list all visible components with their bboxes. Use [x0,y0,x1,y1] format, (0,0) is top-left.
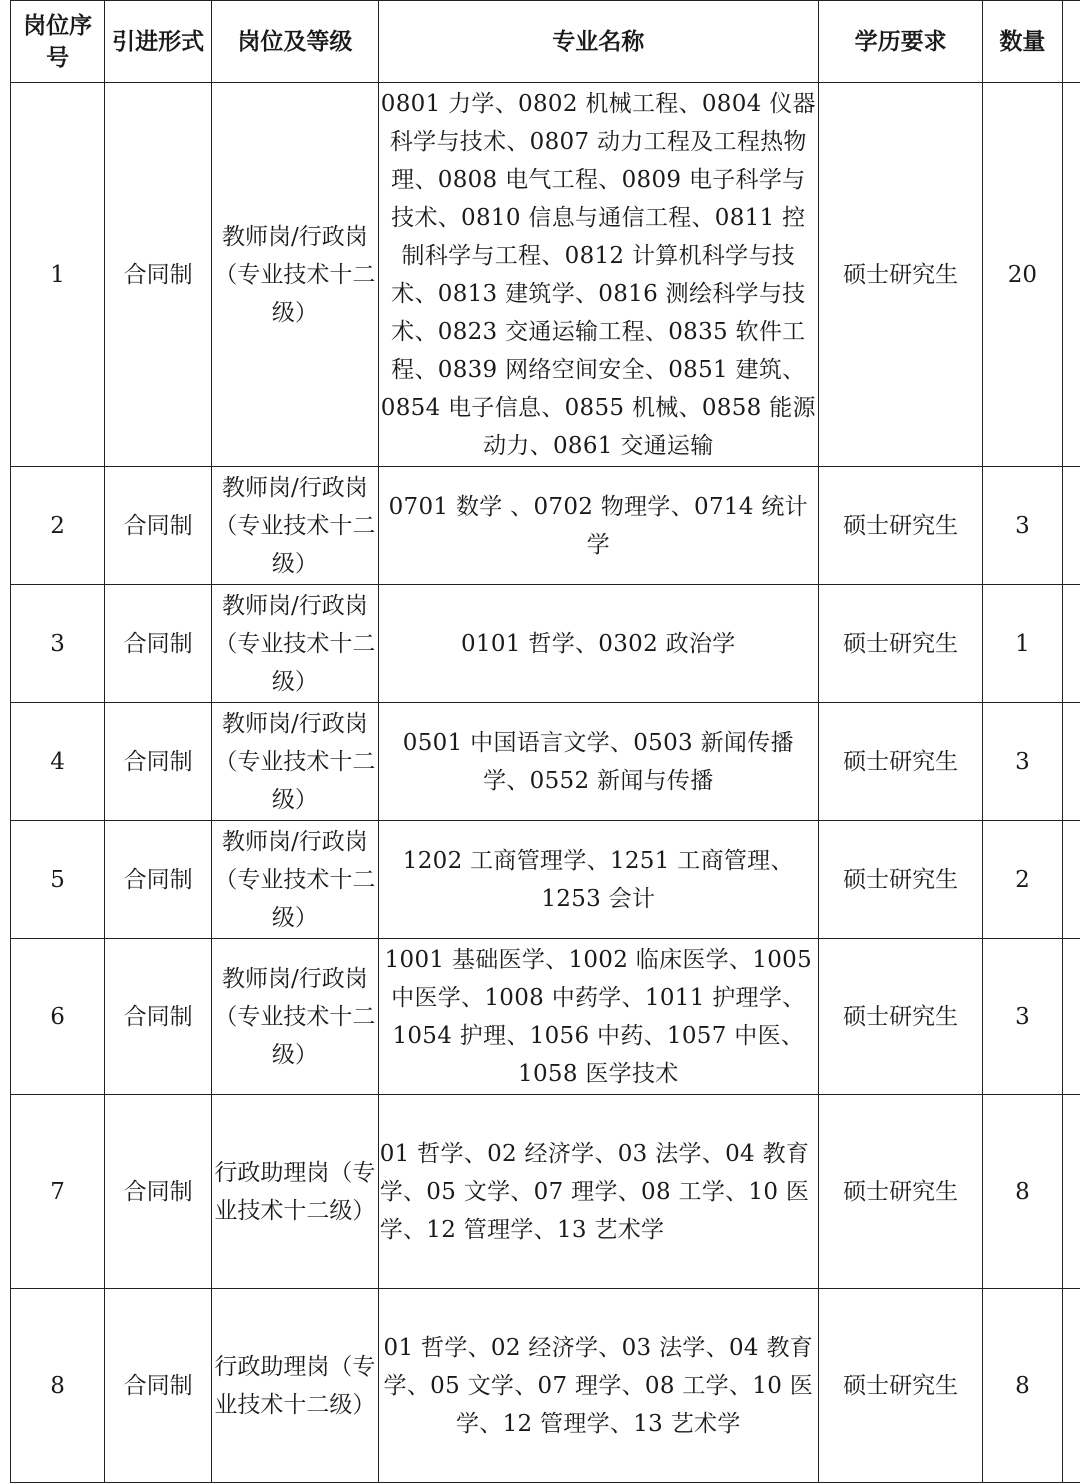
cell-education: 硕士研究生 [818,939,982,1095]
cell-major: 0801 力学、0802 机械工程、0804 仪器科学与技术、0807 动力工程及工程热物理、0808 电气工程、0809 电子科学与技术、0810 信息与通信工程、0811 控制科学与工程、0812 计算机科学与技术、0813 建筑学、0816 测绘科学与技术、0823 交通运输工程、0835 软件工程、0839 网络空间安全、0851 建筑、0854 电子信息、0855 机械、0858 能源动力、0861 交通运输 [378,83,818,467]
cell-clipped [1062,939,1080,1095]
recruitment-table [10,0,1080,1483]
cell-seq: 2 [11,467,105,585]
cell-form: 合同制 [105,1289,212,1483]
header-seq: 岗位序号 [11,1,105,83]
cell-clipped [1062,1289,1080,1483]
cell-count: 3 [983,939,1062,1095]
cell-form: 合同制 [105,1095,212,1289]
header-clipped-column [1062,1,1080,83]
cell-clipped [1062,585,1080,703]
table-row [11,703,1080,821]
cell-seq: 1 [11,83,105,467]
cell-form: 合同制 [105,821,212,939]
cell-count: 1 [983,585,1062,703]
cell-seq: 4 [11,703,105,821]
cell-major: 1001 基础医学、1002 临床医学、1005 中医学、1008 中药学、1011 护理学、1054 护理、1056 中药、1057 中医、1058 医学技术 [378,939,818,1095]
cell-position: 教师岗/行政岗（专业技术十二级） [212,585,379,703]
table-row [11,83,1080,467]
cell-clipped [1062,83,1080,467]
cell-position: 行政助理岗（专业技术十二级） [212,1289,379,1483]
cell-position: 行政助理岗（专业技术十二级） [212,1095,379,1289]
cell-seq: 3 [11,585,105,703]
cell-education: 硕士研究生 [818,703,982,821]
cell-position: 教师岗/行政岗（专业技术十二级） [212,467,379,585]
cell-education: 硕士研究生 [818,585,982,703]
header-position: 岗位及等级 [212,1,379,83]
cell-count: 8 [983,1095,1062,1289]
cell-clipped [1062,703,1080,821]
cell-clipped [1062,1095,1080,1289]
cell-position: 教师岗/行政岗（专业技术十二级） [212,83,379,467]
cell-seq: 6 [11,939,105,1095]
cell-major: 01 哲学、02 经济学、03 法学、04 教育学、05 文学、07 理学、08 工学、10 医学、12 管理学、13 艺术学 [378,1289,818,1483]
cell-seq: 8 [11,1289,105,1483]
cell-count: 3 [983,467,1062,585]
table-row [11,467,1080,585]
cell-major: 0501 中国语言文学、0503 新闻传播学、0552 新闻与传播 [378,703,818,821]
cell-position: 教师岗/行政岗（专业技术十二级） [212,821,379,939]
cell-form: 合同制 [105,467,212,585]
cell-clipped [1062,467,1080,585]
cell-count: 2 [983,821,1062,939]
cell-education: 硕士研究生 [818,1095,982,1289]
header-count: 数量 [983,1,1062,83]
cell-major: 1202 工商管理学、1251 工商管理、1253 会计 [378,821,818,939]
cell-form: 合同制 [105,939,212,1095]
cell-seq: 7 [11,1095,105,1289]
cell-education: 硕士研究生 [818,821,982,939]
cell-education: 硕士研究生 [818,1289,982,1483]
cell-count: 8 [983,1289,1062,1483]
table-row [11,1289,1080,1483]
cell-position: 教师岗/行政岗（专业技术十二级） [212,939,379,1095]
cell-form: 合同制 [105,83,212,467]
cell-seq: 5 [11,821,105,939]
cell-education: 硕士研究生 [818,467,982,585]
cell-count: 3 [983,703,1062,821]
cell-clipped [1062,821,1080,939]
cell-count: 20 [983,83,1062,467]
header-education: 学历要求 [818,1,982,83]
cell-major: 01 哲学、02 经济学、03 法学、04 教育学、05 文学、07 理学、08 工学、10 医学、12 管理学、13 艺术学 [378,1095,818,1289]
table-row [11,1095,1080,1289]
cell-major: 0101 哲学、0302 政治学 [378,585,818,703]
table-row [11,939,1080,1095]
table-row [11,585,1080,703]
cell-form: 合同制 [105,585,212,703]
cell-position: 教师岗/行政岗（专业技术十二级） [212,703,379,821]
header-form: 引进形式 [105,1,212,83]
header-major: 专业名称 [378,1,818,83]
header-row [11,1,1080,83]
cell-form: 合同制 [105,703,212,821]
cell-major: 0701 数学 、0702 物理学、0714 统计学 [378,467,818,585]
table-row [11,821,1080,939]
cell-education: 硕士研究生 [818,83,982,467]
